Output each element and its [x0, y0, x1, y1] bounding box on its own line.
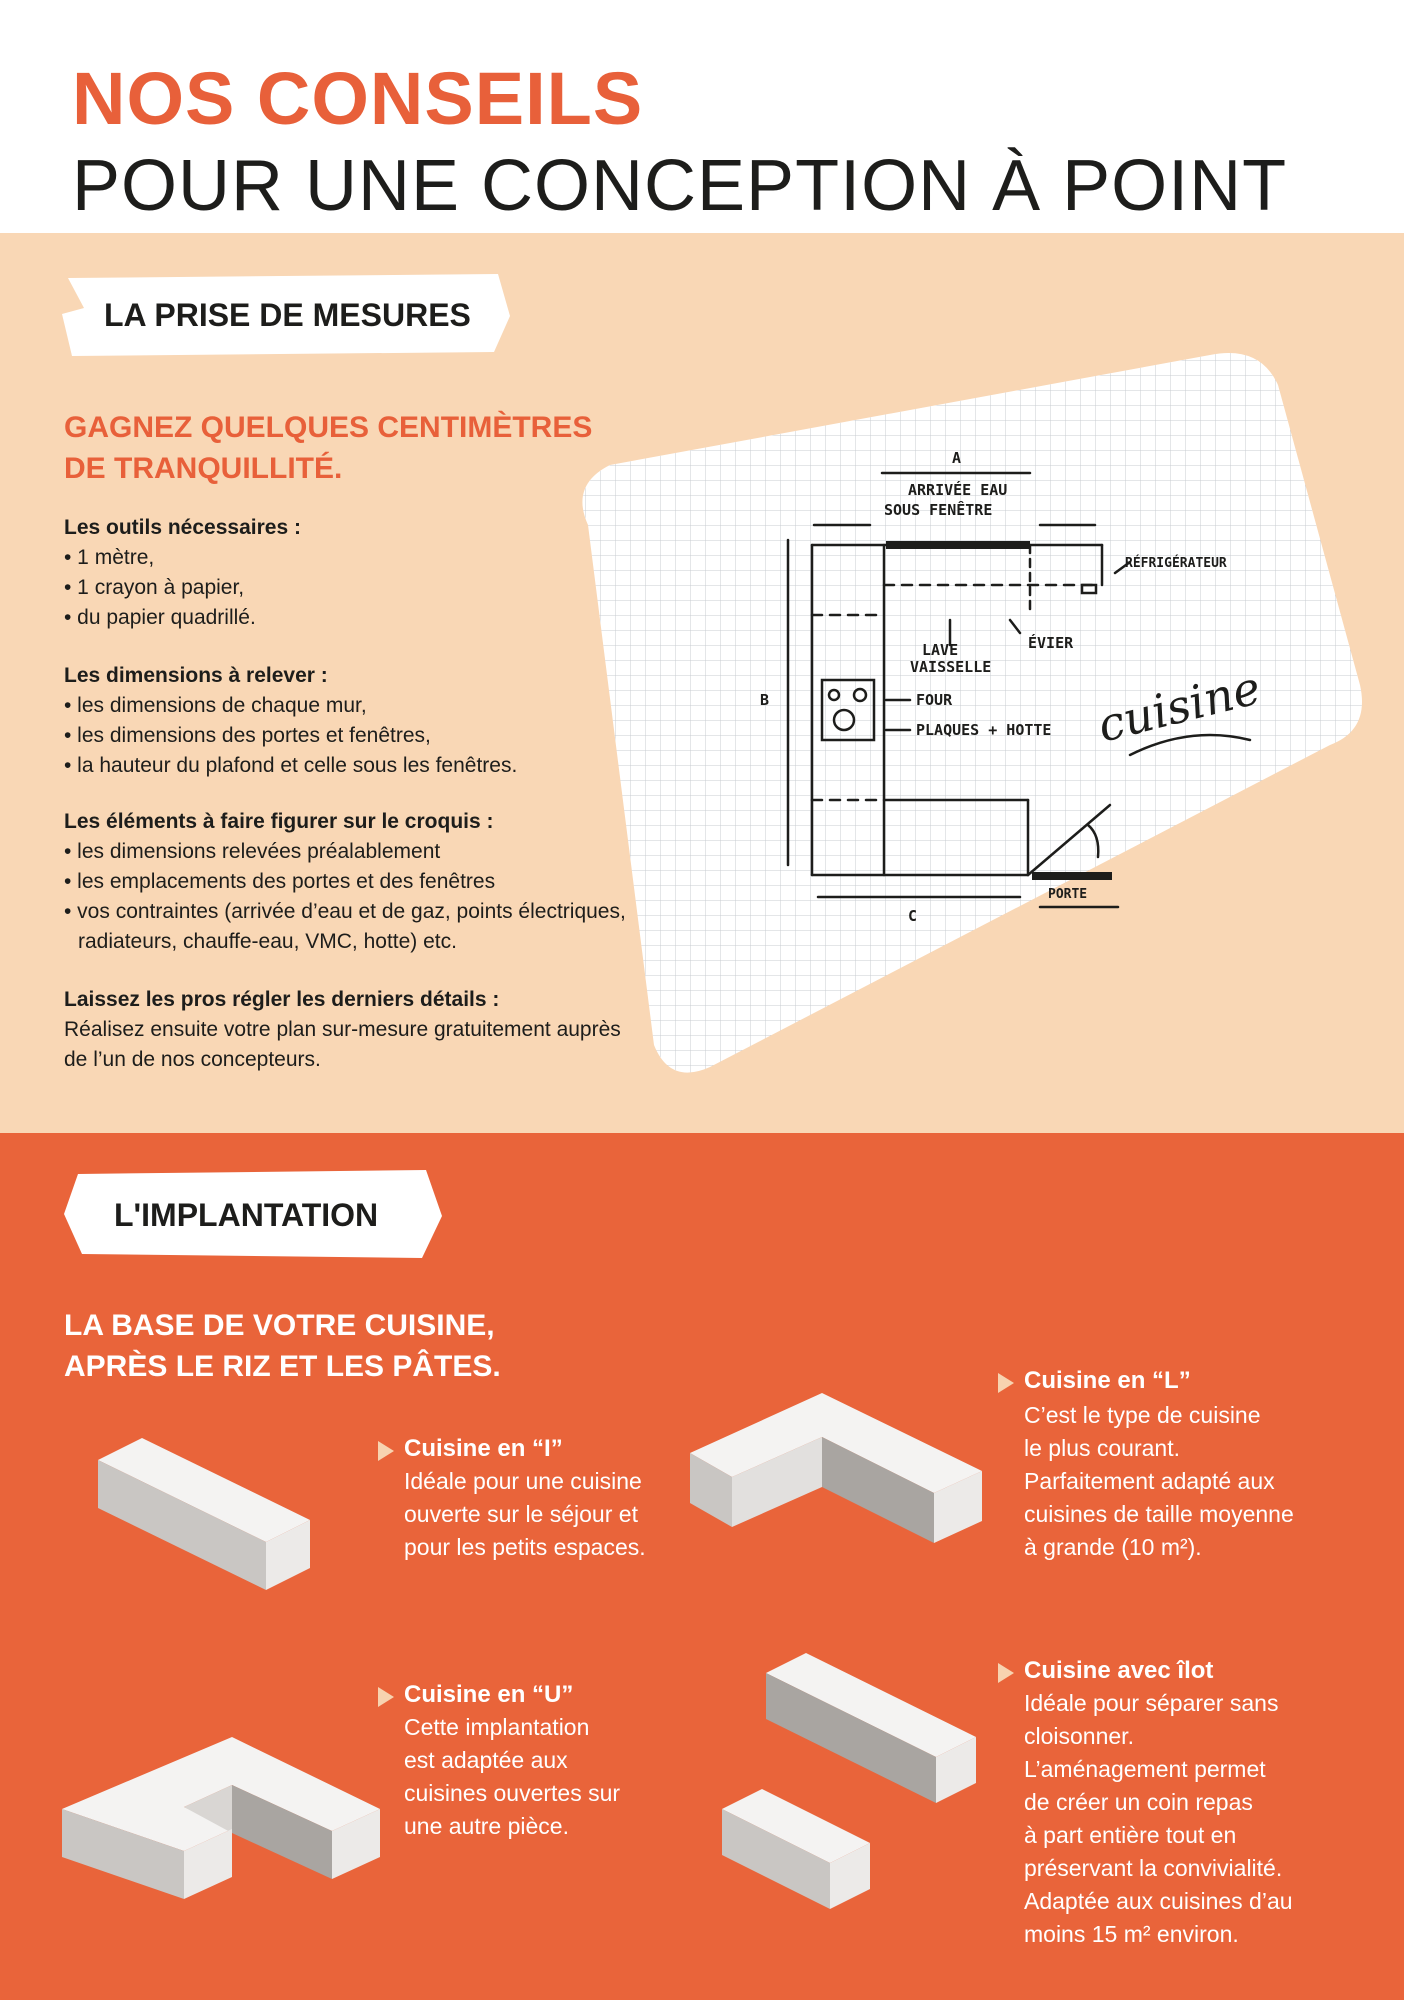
cuisine-u-desc [378, 1711, 698, 1843]
desc-line: L’aménagement permet [1024, 1756, 1266, 1782]
desc-line: Cette implantation [404, 1714, 590, 1740]
cuisine-l-title: Cuisine en “L” [998, 1365, 1368, 1397]
page-subtitle: POUR UNE CONCEPTION À POINT [72, 146, 1288, 226]
headline-line: DE TRANQUILLITÉ. [64, 452, 343, 485]
desc-line: Idéale pour une cuisine [404, 1468, 642, 1494]
desc-line: cloisonner. [1024, 1723, 1134, 1749]
list-item: • les dimensions relevées préalablement [64, 840, 441, 863]
label-four: FOUR [916, 691, 953, 709]
label-c: C [908, 907, 918, 925]
elements-heading: Les éléments à faire figurer sur le croquis : [64, 810, 494, 833]
list-item: • les emplacements des portes et des fenêtres [64, 870, 496, 893]
cuisine-ilot [998, 1655, 1368, 1951]
outils-heading: Les outils nécessaires : [64, 516, 301, 539]
desc-line: de créer un coin repas [1024, 1789, 1253, 1815]
headline-line: LA BASE DE VOTRE CUISINE, [64, 1309, 495, 1342]
label-plaques: PLAQUES + HOTTE [916, 721, 1052, 739]
label-lave-1: LAVE [922, 641, 959, 659]
banner-implantation [62, 1166, 442, 1261]
desc-line: cuisines ouvertes sur [404, 1780, 621, 1806]
desc-line: à part entière tout en [1024, 1822, 1237, 1848]
desc-line: Idéale pour séparer sans [1024, 1690, 1279, 1716]
list-item: • la hauteur du plafond et celle sous les fenêtres. [64, 754, 518, 777]
label-evier: ÉVIER [1028, 634, 1074, 652]
page-title: NOS CONSEILS [72, 57, 644, 140]
pros-block [64, 985, 634, 1075]
desc-line: préservant la convivialité. [1024, 1855, 1283, 1881]
cuisine-i-desc [378, 1465, 708, 1564]
dimensions-block [64, 661, 654, 781]
outils-block [64, 513, 654, 633]
desc-line: moins 15 m² environ. [1024, 1921, 1239, 1947]
cuisine-u [378, 1679, 698, 1843]
desc-line: ouverte sur le séjour et [404, 1501, 638, 1527]
desc-line: C’est le type de cuisine [1024, 1402, 1261, 1428]
banner-title: LA PRISE DE MESURES [104, 297, 471, 333]
cuisine-i [378, 1433, 708, 1564]
label-a: A [952, 449, 962, 467]
desc-line: à grande (10 m²). [1024, 1534, 1202, 1560]
list-item: • vos contraintes (arrivée d’eau et de gaz, points électriques, radiateurs, chauffe-eau, VMC, hotte) etc. [64, 900, 626, 953]
label-b: B [760, 691, 770, 709]
cuisine-l-desc [998, 1399, 1368, 1564]
label-porte: PORTE [1048, 887, 1088, 902]
desc-line: une autre pièce. [404, 1813, 569, 1839]
mesures-headline [64, 407, 592, 489]
implantation-headline [64, 1305, 501, 1387]
list-item: • les dimensions de chaque mur, [64, 694, 367, 717]
label-lave-2: VAISSELLE [910, 658, 992, 676]
pros-text: Réalisez ensuite votre plan sur-mesure gratuitement auprès de l’un de nos concepteurs. [64, 1018, 621, 1071]
list-item: • les dimensions des portes et fenêtres, [64, 724, 431, 747]
list-item: • 1 crayon à papier, [64, 576, 245, 599]
kitchen-sketch [570, 345, 1370, 1075]
dimensions-heading: Les dimensions à relever : [64, 664, 328, 687]
headline-line: GAGNEZ QUELQUES CENTIMÈTRES [64, 411, 593, 444]
cuisine-l [998, 1365, 1368, 1564]
label-arrivee-2: SOUS FENÊTRE [884, 501, 993, 519]
section-implantation [0, 1133, 1404, 2000]
label-refrigerateur: RÉFRIGÉRATEUR [1125, 556, 1227, 571]
cuisine-ilot-desc [998, 1687, 1368, 1951]
banner-title: L'IMPLANTATION [114, 1197, 379, 1233]
list-item: • 1 mètre, [64, 546, 155, 569]
elements-block [64, 807, 654, 957]
cuisine-ilot-illustration [718, 1653, 988, 1913]
page-header [0, 0, 1404, 233]
pros-heading: Laissez les pros régler les derniers détails : [64, 988, 500, 1011]
cuisine-u-title: Cuisine en “U” [378, 1679, 698, 1711]
label-cuisine: cuisine [1092, 660, 1266, 753]
desc-line: Adaptée aux cuisines d’au [1024, 1888, 1293, 1914]
label-arrivee-1: ARRIVÉE EAU [908, 481, 1008, 499]
list-item: • du papier quadrillé. [64, 606, 256, 629]
headline-line: APRÈS LE RIZ ET LES PÂTES. [64, 1350, 501, 1383]
cuisine-l-illustration [682, 1393, 1002, 1563]
desc-line: le plus courant. [1024, 1435, 1180, 1461]
desc-line: pour les petits espaces. [404, 1534, 646, 1560]
cuisine-i-title: Cuisine en “I” [378, 1433, 708, 1465]
cuisine-u-illustration [62, 1699, 392, 1929]
cuisine-ilot-title: Cuisine avec îlot [998, 1655, 1368, 1687]
desc-line: Parfaitement adapté aux [1024, 1468, 1275, 1494]
cuisine-i-illustration [90, 1430, 330, 1600]
sketch-drawing [570, 345, 1370, 1075]
desc-line: est adaptée aux [404, 1747, 568, 1773]
banner-mesures [62, 270, 512, 360]
desc-line: cuisines de taille moyenne [1024, 1501, 1294, 1527]
